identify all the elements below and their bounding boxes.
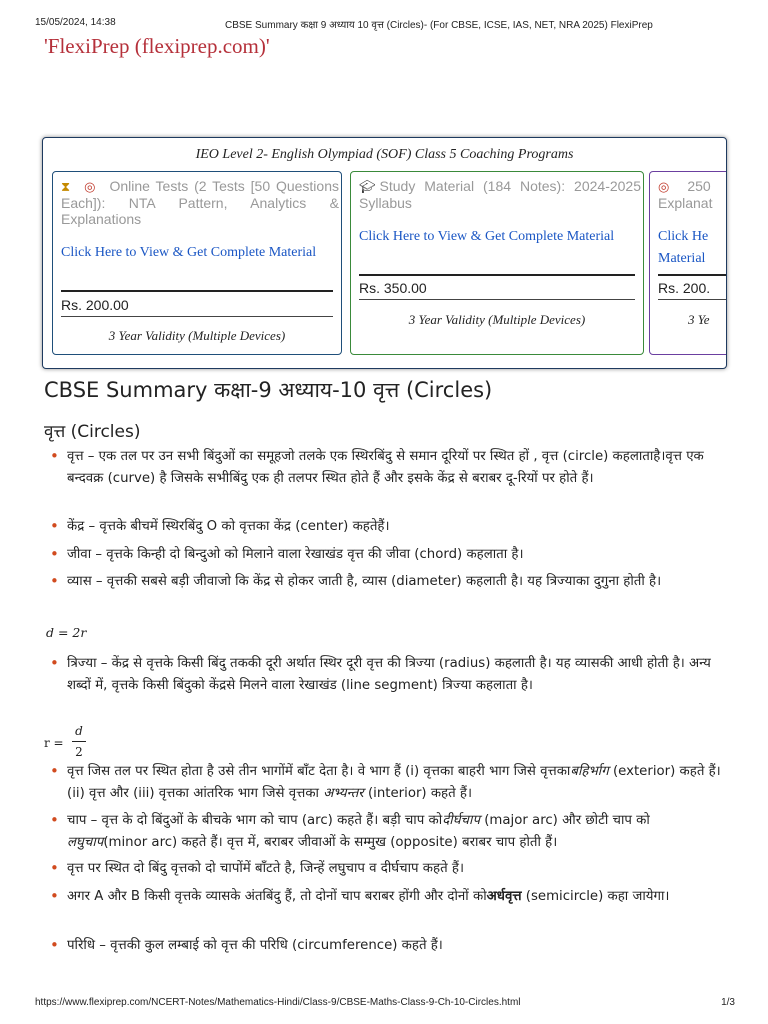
list-item: • केंद्र – वृत्तके बीचमें स्थिरबिंदु O को वृत्तका केंद्र (center) कहतेहैं।: [67, 516, 723, 538]
card-validity: 3 Year Validity (Multiple Devices): [408, 312, 586, 327]
list-item: • वृत्त – एक तल पर उन सभी बिंदुओं का समूहजो तलके एक स्थिरबिंदु से समान दूरियों पर स्थित हों , वृत्त (circle) कहलाताहै।वृत्त एक बन्दवक्र (curve) है जिसके सभीबिंदु एक ही तलपर स्थित होते हैं और इसके केंद्र से बराबर दू-रियों पर होते हैं।: [67, 446, 723, 489]
fraction-numerator: d: [75, 724, 83, 738]
site-title: 'FlexiPrep (flexiprep.com)': [44, 34, 270, 58]
divider: [658, 299, 727, 300]
promo-box: [42, 137, 727, 369]
formula-radius-label: r =: [44, 736, 64, 750]
formula-diameter: d = 2r: [46, 625, 87, 640]
divider: [359, 299, 635, 300]
promo-card-partial: [649, 171, 727, 355]
card-description: 🎓︎ Study Material (184 Notes): 2024-2025 Syllabus: [359, 178, 641, 211]
fraction-bar: [72, 741, 86, 742]
print-footer: [35, 997, 735, 1008]
graduation-cap-icon: 🎓︎: [359, 179, 376, 194]
card-validity: 3 Ye: [688, 312, 710, 327]
list-item: • चाप – वृत्त के दो बिंदुओं के बीचके भाग को चाप (arc) कहते हैं। बड़ी चाप कोदीर्घचाप (major arc) और छोटी चाप को लघुचाप(minor arc) कहते हैं। वृत्त में, बराबर जीवाओं के सम्मुख (opposite) बराबर चाप होती हैं।: [67, 810, 723, 853]
list-item: • जीवा – वृत्तके किन्ही दो बिन्दुओ को मिलाने वाला रेखाखंड वृत्त की जीवा (chord) कहलाता है।: [67, 544, 723, 566]
hourglass-icon: ⧗: [61, 179, 71, 194]
list-item: • वृत्त पर स्थित दो बिंदु वृत्तको दो चापोंमें बाँटते है, जिन्हें लघुचाप व दीर्घचाप कहते हैं।: [67, 858, 723, 880]
promo-card-study-material: [350, 171, 644, 355]
print-datetime: 15/05/2024, 14:38: [35, 17, 116, 28]
card-description: ◎ 250 Explanat: [658, 178, 713, 211]
card-link[interactable]: Click Here to View & Get Complete Material: [61, 245, 317, 260]
divider: [359, 274, 635, 276]
promo-card-online-tests: [52, 171, 342, 355]
card-validity: 3 Year Validity (Multiple Devices): [108, 328, 286, 343]
divider: [658, 274, 727, 276]
list-item: • व्यास – वृत्तकी सबसे बड़ी जीवाजो कि केंद्र से होकर जाती है, व्यास (diameter) कहलाती है। यह त्रिज्याका दुगुना होती है।: [67, 571, 723, 593]
card-price: Rs. 200.00: [61, 297, 129, 313]
page-number: 1/3: [721, 997, 735, 1008]
target-icon: ◎: [84, 179, 96, 194]
print-url: https://www.flexiprep.com/NCERT-Notes/Mathematics-Hindi/Class-9/CBSE-Maths-Class-9-Ch-10-Circles.html: [35, 997, 521, 1008]
target-icon: ◎: [658, 179, 670, 194]
list-item: • वृत्त जिस तल पर स्थित होता है उसे तीन भागोंमें बाँट देता है। वे भाग हैं (i) वृत्तका बाहरी भाग जिसे वृत्तकाबहिर्भाग (exterior) कहते हैं। (ii) वृत्त और (iii) वृत्तका आंतरिक भाग जिसे वृत्तका अभ्यन्तर (interior) कहते हैं।: [67, 761, 723, 804]
divider: [61, 316, 333, 317]
promo-heading: IEO Level 2- English Olympiad (SOF) Class 5 Coaching Programs: [195, 147, 574, 162]
list-item: • अगर A और B किसी वृत्तके व्यासके अंतबिंदु हैं, तो दोनों चाप बराबर होंगी और दोनों कोअर्धवृत्त (semicircle) कहा जायेगा।: [67, 886, 723, 908]
print-doc-title: CBSE Summary कक्षा 9 अध्याय 10 वृत्त (Circles)- (For CBSE, ICSE, IAS, NET, NRA 2025) FlexiPrep: [225, 20, 653, 31]
page-title: CBSE Summary कक्षा-9 अध्याय-10 वृत्त (Circles): [44, 378, 493, 402]
list-item: • त्रिज्या – केंद्र से वृत्तके किसी बिंदु तककी दूरी अर्थात स्थिर दूरी वृत्त की त्रिज्या (radius) कहलाती है। यह व्यासकी आधी होती है। अन्य शब्दों में, वृत्तके किसी बिंदुको केंद्रसे मिलने वाला रेखाखंड (line segment) त्रिज्या कहलाता है।: [67, 653, 723, 696]
card-link[interactable]: Click He Material: [658, 229, 709, 266]
section-heading: वृत्त (Circles): [44, 422, 141, 442]
fraction-denominator: 2: [75, 745, 83, 759]
card-link[interactable]: Click Here to View & Get Complete Material: [359, 229, 615, 244]
formula-radius-fraction: [72, 721, 86, 762]
divider: [61, 290, 333, 292]
list-item: • परिधि – वृत्तकी कुल लम्बाई को वृत्त की परिधि (circumference) कहते हैं।: [67, 935, 723, 957]
card-price: Rs. 200.: [658, 280, 711, 296]
card-price: Rs. 350.00: [359, 280, 427, 296]
card-description: ⧗ ◎ Online Tests (2 Tests [50 Questions Each]): NTA Pattern, Analytics & Explanations: [61, 178, 339, 227]
